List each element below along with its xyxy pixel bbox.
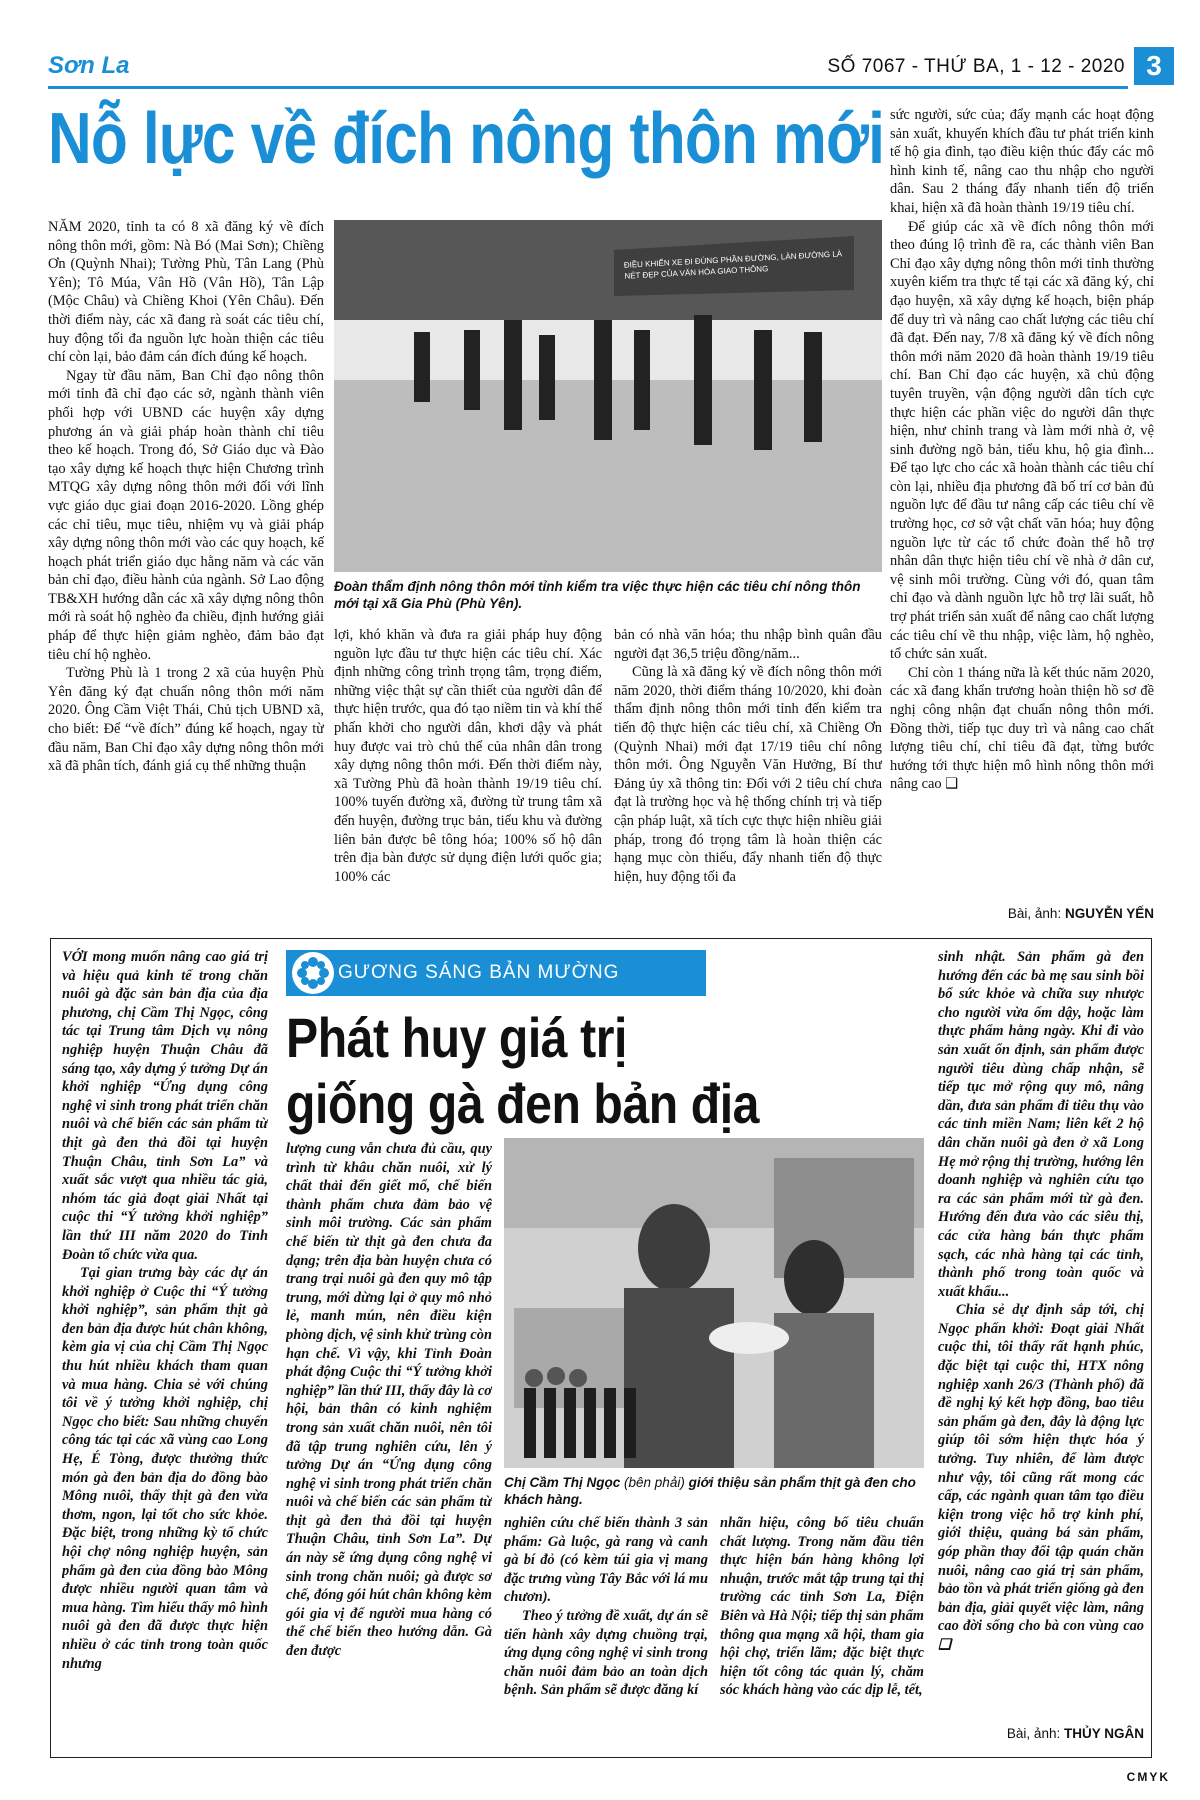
article1-photo-sign: ĐIỀU KHIỂN XE ĐI ĐÚNG PHẦN ĐƯỜNG, LÀN ĐƯỜNG LÀ NÉT ĐẸP CỦA VĂN HÓA GIAO THÔNG <box>623 249 843 281</box>
article1-col4-p2: Để giúp các xã về đích nông thôn mới theo đúng lộ trình đề ra, các thành viên Ban Chỉ đạo xây dựng nông thôn mới tỉnh thường xuyên kiểm tra thực tế tại các xã đăng ký, chỉ đạo huyện, xã xây dựng kế hoạch, biện pháp để duy trì và nâng cao chất lượng các tiêu chí đã đạt. Đến nay, 7/8 xã đăng ký về đích nông thôn mới năm 2020 đã hoàn thành 19/19 tiêu chí. Ban Chỉ đạo các huyện, xã chủ động tuyên truyền, vận động người dân tích cực thực hiện các phần việc do người dân thực hiện, như chỉnh trang và làm mới nhà ở, vệ sinh đường ngõ bản, tiểu khu, hộ gia đình... Để tạo lực cho các xã hoàn thành các tiêu chí còn lại, nhiều địa phương đã bố trí cơ bản đủ nguồn lực để đầu tư nâng cấp các tiêu chí về trường học, cơ sở vật chất văn hóa; huy động nguồn lực từ các tổ chức đoàn thể hỗ trợ nhân dân thực hiện tiêu chí về nhà ở dân cư, vệ sinh môi trường. Cùng với đó, quan tâm chỉ đạo và dành nguồn lực hỗ trợ lãi suất, hỗ trợ phát triển sản xuất để nâng cao chất lượng các tiêu chí về thu nhập, việc làm, hộ nghèo, tổ chức sản xuất. <box>890 218 1154 663</box>
article1-col3-p1: bản có nhà văn hóa; thu nhập bình quân đầu người đạt 36,5 triệu đồng/năm... <box>614 627 882 662</box>
article2-title: Phát huy giá trị giống gà đen bản địa <box>286 1006 759 1135</box>
article2-col3-p1: nghiên cứu chế biến thành 3 sản phẩm: Gà luộc, gà rang và canh gà bí đỏ (có kèm túi gia vị mang đặc trưng vùng Tây Bắc với lá mu chươn). <box>504 1515 708 1606</box>
article2-caption-name: Chị Cầm Thị Ngọc <box>504 1475 621 1490</box>
article2-caption <box>504 1474 924 1508</box>
cmyk-marker: CMYK <box>1126 1770 1170 1784</box>
article1-caption: Đoàn thẩm định nông thôn mới tỉnh kiểm tra việc thực hiện các tiêu chí nông thôn mới tại xã Gia Phù (Phù Yên). <box>334 579 861 611</box>
article2-col5-p1: sinh nhật. Sản phẩm gà đen hướng đến các bà mẹ sau sinh bồi bổ sức khỏe và chữa suy nhược cho người vừa ốm dậy, hoặc làm thực phẩm hằng ngày. Khi đi vào sản xuất ổn định, sản phẩm được người tiêu dùng chấp nhận, sẽ tiếp tục mở rộng quy mô, nâng dần, đưa sản phẩm đi tiêu thụ vào các tỉnh miền Nam; liên kết 2 hộ dân chăn nuôi gà đen ở xã Long Hẹ mở rộng thị trường, hướng lên doanh nghiệp và nghiên cứu tạo ra các sản phẩm mới từ gà đen. Hướng đến đưa vào các siêu thị, các cửa hàng bán thực phẩm sạch, các nhà hàng tại các tỉnh, thành phố trong toàn quốc và xuất khẩu... <box>938 949 1144 1300</box>
article1-col3 <box>614 626 882 926</box>
feature-banner-text: GƯƠNG SÁNG BẢN MƯỜNG <box>338 962 620 983</box>
flower-icon <box>292 952 334 994</box>
article1-col2 <box>334 626 602 926</box>
article2-col4-p1: nhãn hiệu, công bố tiêu chuẩn chất lượng. Trong năm đầu tiên thực hiện bán hàng không lợi nhuận, trước mắt tập trung tại thị trường các tỉnh Sơn La, Điện Biên và Hà Nội; tiếp thị sản phẩm thông qua mạng xã hội, tham gia hội chợ, triển lãm; đặc biệt thực hiện tốt công tác quản lý, chăm sóc khách hàng vào các dịp lễ, tết, <box>720 1515 924 1699</box>
article2-byline-name: THỦY NGÂN <box>1063 1726 1144 1741</box>
section-label: Sơn La <box>48 52 130 79</box>
article1-photo-image <box>334 220 882 572</box>
article2-col4 <box>720 1514 924 1748</box>
article1-col4 <box>890 106 1154 902</box>
article2-col2 <box>286 1140 492 1748</box>
article2-col5 <box>938 948 1144 1718</box>
article1-col4-p1: sức người, sức của; đẩy mạnh các hoạt động sản xuất, khuyến khích đầu tư phát triển kinh tế hộ gia đình, tạo điều kiện thúc đẩy các mô hình kinh tế, nâng cao thu nhập cho người dân. Sau 2 tháng đẩy nhanh tiến độ triển khai, hiện xã đã hoàn thành 19/19 tiêu chí. <box>890 107 1154 216</box>
issue-info: SỐ 7067 - THỨ BA, 1 - 12 - 2020 <box>827 56 1125 77</box>
article2-col2-p1: lượng cung vẫn chưa đủ cầu, quy trình từ khâu chăn nuôi, xử lý chất thải đến giết mổ, chế biến thành phẩm chưa đảm bảo vệ sinh môi trường. Các sản phẩm chế biến từ thịt gà đen chưa đa dạng; trên địa bàn huyện chưa có trang trại nuôi gà đen quy mô tập trung, mới dừng lại ở quy mô nhỏ lẻ, manh mún, nên điều kiện phòng dịch, vệ sinh khử trùng còn hạn chế. Vì vậy, khi Tỉnh Đoàn phát động Cuộc thi “Ý tưởng khởi nghiệp” lần thứ III, thấy đây là cơ hội, bản thân có kinh nghiệm trong sản xuất chăn nuôi, nên tôi đã tập trung nghiên cứu, lên ý tưởng Dự án “Ứng dụng công nghệ vi sinh trong phát triển chăn nuôi và chế biến các sản phẩm từ thịt gà đen thả đồi tại huyện Thuận Châu, tỉnh Sơn La”. Dự án này sẽ ứng dụng công nghệ vi sinh trong chăn nuôi; gà được sơ chế, đóng gói hút chân không kèm gói gia vị để người mua hàng có thể chế biến theo hướng dẫn. Gà đen được <box>286 1141 492 1660</box>
article2-caption-rest: giới thiệu sản phẩm thịt gà đen cho khách hàng. <box>504 1475 916 1507</box>
article1-col1-p2: Ngay từ đầu năm, Ban Chỉ đạo nông thôn mới tỉnh đã chỉ đạo các sở, ngành thành viên phối hợp với UBND các huyện xây dựng phương án và giải pháp hoàn thành chỉ tiêu theo kế hoạch. Trong đó, Sở Giáo dục và Đào tạo xây dựng kế hoạch thực hiện Chương trình MTQG xây dựng nông thôn mới đối với lĩnh vực giáo dục giai đoạn 2016-2020. Lồng ghép các chỉ tiêu, mục tiêu, nhiệm vụ và giải pháp xây dựng nông thôn mới vào các quy hoạch, kế hoạch phát triển giáo dục hằng năm và các văn bản chỉ đạo, điều hành của ngành. Sở Lao động TB&XH hướng dẫn các xã xây dựng nông thôn mới rà soát hộ nghèo đa chiều, định hướng giải pháp để thực hiện giảm nghèo, đảm bảo đạt tiêu chí hộ nghèo. <box>48 367 324 663</box>
article2-col3-p2: Theo ý tưởng đề xuất, dự án sẽ tiến hành xây dựng chuồng trại, ứng dụng công nghệ vi sinh trong chăn nuôi đảm bảo an toàn dịch bệnh. Sản phẩm sẽ được đăng kí <box>504 1607 708 1699</box>
article1-photo <box>334 220 882 572</box>
article2-col5-p2: Chia sẻ dự định sắp tới, chị Ngọc phấn khởi: Đoạt giải Nhất cuộc thi, tôi thấy rất hạnh phúc, đặc biệt tại cuộc thi, HTX nông nghiệp xanh 26/3 (Thành phố) đã đề nghị ký kết hợp đồng, bao tiêu sản phẩm gà đen, đây là động lực giúp tôi sớm hiện thực hóa ý tưởng. Tuy nhiên, để làm được như vậy, tôi cũng rất mong các cấp, các ngành quan tâm tạo điều kiện trong việc hỗ trợ kinh phí, giới thiệu, quảng bá sản phẩm, góp phần thay đổi tập quán chăn nuôi, nâng cao giá trị sản phẩm, bảo tồn và phát triển giống gà đen bản địa, giải quyết việc làm, nâng cao đời sống cho bà con vùng cao ❑ <box>938 1302 1144 1653</box>
article1-col3-p2: Cũng là xã đăng ký về đích nông thôn mới năm 2020, thời điểm tháng 10/2020, khi đoàn thẩm định nông thôn mới tỉnh đến kiểm tra tiến độ thực hiện các tiêu chí, xã Chiềng Ơn (Quỳnh Nhai) mới đạt 17/19 tiêu chí nông thôn mới. Ông Nguyễn Văn Hưởng, Bí thư Đảng ủy xã thông tin: Đối với 2 tiêu chí chưa đạt là trường học và hệ thống chính trị và tiếp cận pháp luật, xã tích cực thực hiện nhiều giải pháp, trong đó trọng tâm là hoàn thiện các hạng mục còn thiếu, đẩy nhanh tiến độ thực hiện, huy động tối đa <box>614 664 882 885</box>
article1-col4-p3: Chỉ còn 1 tháng nữa là kết thúc năm 2020, các xã đang khẩn trương hoàn thiện hồ sơ đề nghị công nhận đạt chuẩn nông thôn mới. Đồng thời, tiếp tục duy trì và nâng cao chất lượng tiêu chí, chỉ tiêu đã đạt, từng bước hướng tới thực hiện mô hình nông thôn mới nâng cao ❑ <box>890 664 1154 793</box>
article2-col3 <box>504 1514 708 1748</box>
article1-col2-p1: lợi, khó khăn và đưa ra giải pháp huy động nguồn lực đầu tư thực hiện các tiêu chí. Xác định những công trình trọng tâm, trọng điểm, những việc thật sự cần thiết của người dân để thực hiện trước, qua đó tạo niềm tin và khí thế phấn khởi cho người dân, khơi dậy và phát huy được vai trò chủ thể của nhân dân trong xây dựng nông thôn mới. Đến thời điểm này, xã Tường Phù đã hoàn thành 19/19 tiêu chí. 100% tuyến đường xã, đường từ trung tâm xã đến huyện, đường trục bản, tiểu khu và đường liên bản được bê tông hóa; 100% số hộ dân trên địa bàn được sử dụng điện lưới quốc gia; 100% các <box>334 627 602 885</box>
article2-byline: Bài, ảnh: THỦY NGÂN <box>1006 1726 1144 1741</box>
article1-byline: Bài, ảnh: NGUYỄN YẾN <box>1007 906 1154 921</box>
article2-photo-image <box>504 1138 924 1468</box>
article1-col1-p1: NĂM 2020, tỉnh ta có 8 xã đăng ký về đích nông thôn mới, gồm: Nà Bó (Mai Sơn); Chiềng Ơn (Quỳnh Nhai); Tường Phù, Tân Lang (Phù Yên); Tô Múa, Vân Hồ (Vân Hồ), Tân Lập (Mộc Châu) và Chiềng Khoi (Yên Châu). Đến thời điểm này, các xã đang rà soát các tiêu chí, huy động tối đa nguồn lực hoàn thiện các tiêu chí còn lại, bảo đảm cán đích đúng kế hoạch. <box>48 219 324 366</box>
section-rule <box>48 86 1128 89</box>
article2-col1-p1: VỚI mong muốn nâng cao giá trị và hiệu quả kinh tế trong chăn nuôi gà đặc sản bản địa của địa phương, chị Cầm Thị Ngọc, công tác tại Trung tâm Dịch vụ nông nghiệp huyện Thuận Châu đã sáng tạo, xây dựng ý tưởng Dự án khởi nghiệp “Ứng dụng công nghệ vi sinh trong phát triển chăn nuôi và chế biến các sản phẩm từ thịt gà đen thả đồi tại huyện Thuận Châu, tỉnh Sơn La” và xuất sắc vượt qua nhiều tác giả, nhóm tác giả đoạt giải Nhất tại cuộc thi “Ý tưởng khởi nghiệp” lần thứ III năm 2020 do Tỉnh Đoàn tổ chức vừa qua. <box>62 949 268 1263</box>
article2-col1 <box>62 948 268 1748</box>
article2-col1-p2: Tại gian trưng bày các dự án khởi nghiệp ở Cuộc thi “Ý tưởng khởi nghiệp”, sản phẩm thịt gà đen bản địa được hút chân không, kèm gia vị của chị Cầm Thị Ngọc thu hút nhiều khách tham quan và mua hàng. Chia sẻ với chúng tôi về ý tưởng khởi nghiệp, chị Ngọc cho biết: Sau những chuyến công tác tại các xã vùng cao Long Hẹ, É Tòng, được thưởng thức món gà đen bản địa do đồng bào Mông nuôi, thấy thịt gà đen vừa thơm, ngon, lại tốt cho sức khỏe. Đặc biệt, trong những kỳ tổ chức hội chợ nông nghiệp huyện, sản phẩm gà đen của đồng bào Mông được nhiều người quan tâm và mua hàng. Tìm hiểu thấy mô hình nuôi gà đen đã được thực hiện nhiều ở các tỉnh trong toàn quốc nhưng <box>62 1265 268 1672</box>
article1-col1-p3: Tường Phù là 1 trong 2 xã của huyện Phù Yên đăng ký đạt chuẩn nông thôn mới năm 2020. Ông Cầm Việt Thái, Chủ tịch UBND xã, cho biết: Để “về đích” đúng kế hoạch, ngay từ đầu năm, Ban Chỉ đạo xây dựng nông thôn mới xã đã phân tích, đánh giá cụ thể những thuận <box>48 665 324 775</box>
article1-byline-name: NGUYỄN YẾN <box>1064 906 1154 921</box>
article2-caption-note: (bên phải) <box>624 1475 685 1490</box>
article2-photo <box>504 1138 924 1468</box>
article1-col1 <box>48 218 324 926</box>
page-number: 3 <box>1134 47 1174 85</box>
article1-title: Nỗ lực về đích nông thôn mới <box>48 99 885 179</box>
